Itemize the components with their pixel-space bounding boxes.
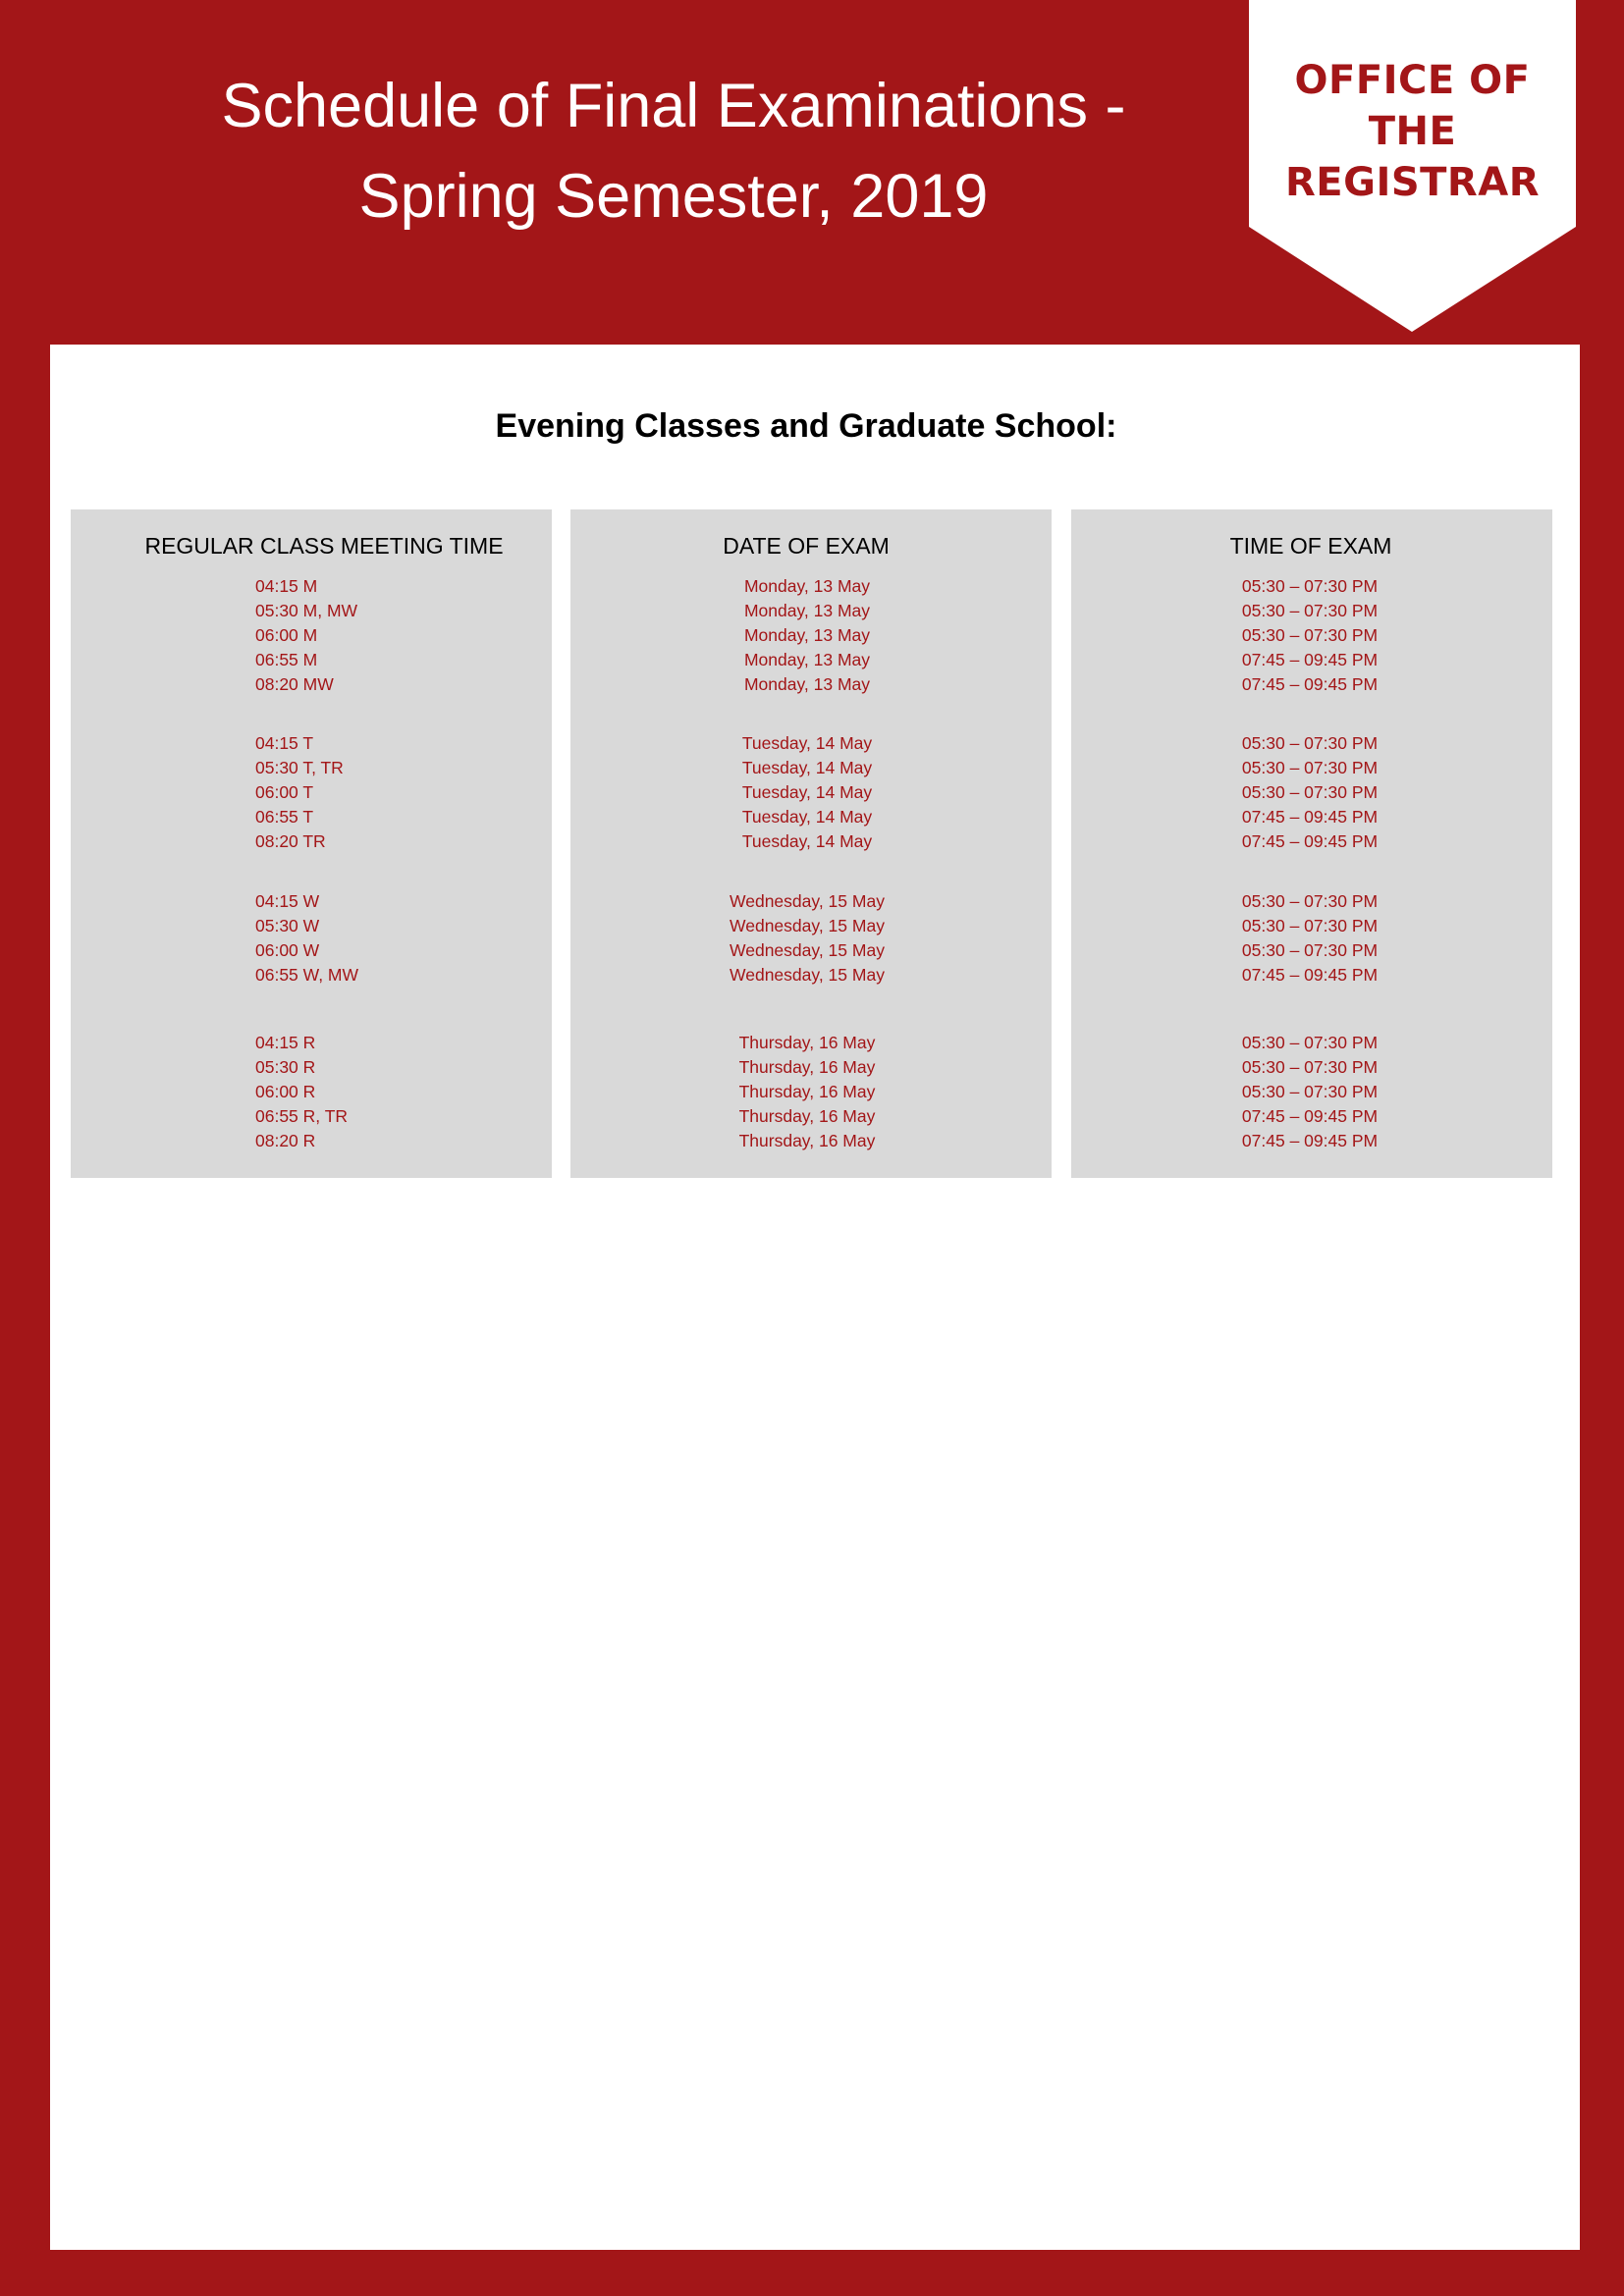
badge-line-1: OFFICE OF xyxy=(1294,58,1531,103)
date-entry: Thursday, 16 May xyxy=(738,1082,876,1101)
registrar-badge xyxy=(1249,0,1576,332)
badge-line-3: REGISTRAR xyxy=(1285,160,1540,205)
time-entry: 05:30 – 07:30 PM xyxy=(1241,940,1379,960)
exam-time-column xyxy=(1071,509,1552,1178)
schedule-group-2 xyxy=(570,731,1052,854)
date-entry: Wednesday, 15 May xyxy=(730,940,885,960)
date-entry: Tuesday, 14 May xyxy=(741,782,873,802)
content-panel xyxy=(50,345,1580,2250)
time-entry: 05:30 – 07:30 PM xyxy=(1241,1033,1379,1052)
schedule-group-4 xyxy=(1071,1031,1552,1153)
meeting-entry: 04:15 T xyxy=(255,733,314,753)
meeting-entry: 06:55 M xyxy=(255,650,318,669)
meeting-entry: 06:55 W, MW xyxy=(255,965,359,985)
time-entry: 05:30 – 07:30 PM xyxy=(1241,733,1379,753)
page-title xyxy=(0,61,1347,241)
date-entry: Wednesday, 15 May xyxy=(730,965,885,985)
date-entry: Thursday, 16 May xyxy=(738,1033,876,1052)
date-entry: Tuesday, 14 May xyxy=(741,831,873,851)
title-line-1: Schedule of Final Examinations - xyxy=(221,72,1126,140)
date-entry: Thursday, 16 May xyxy=(738,1106,876,1126)
schedule-group-3 xyxy=(71,889,552,988)
exam-time-header: TIME OF EXAM xyxy=(1229,533,1392,559)
schedule-group-1 xyxy=(71,574,552,697)
time-entry: 05:30 – 07:30 PM xyxy=(1241,1057,1379,1077)
time-entry: 07:45 – 09:45 PM xyxy=(1241,650,1379,669)
meeting-entry: 05:30 R xyxy=(255,1057,316,1077)
schedule-group-1 xyxy=(570,574,1052,697)
meeting-entry: 05:30 W xyxy=(255,916,320,935)
meeting-entry: 05:30 M, MW xyxy=(255,601,358,620)
badge-text xyxy=(1249,55,1576,208)
schedule-group-1 xyxy=(1071,574,1552,697)
date-entry: Thursday, 16 May xyxy=(738,1057,876,1077)
meeting-entry: 06:00 M xyxy=(255,625,318,645)
meeting-entry: 04:15 M xyxy=(255,576,318,596)
time-entry: 07:45 – 09:45 PM xyxy=(1241,674,1379,694)
section-heading: Evening Classes and Graduate School: xyxy=(495,407,1117,445)
time-entry: 05:30 – 07:30 PM xyxy=(1241,1082,1379,1101)
time-entry: 05:30 – 07:30 PM xyxy=(1241,758,1379,777)
date-entry: Monday, 13 May xyxy=(743,625,871,645)
badge-line-2: THE xyxy=(1368,109,1457,154)
date-entry: Wednesday, 15 May xyxy=(730,891,885,911)
meeting-entry: 06:55 T xyxy=(255,807,314,827)
schedule-group-3 xyxy=(570,889,1052,988)
meeting-entry: 08:20 TR xyxy=(255,831,326,851)
date-entry: Thursday, 16 May xyxy=(738,1131,876,1150)
date-entry: Tuesday, 14 May xyxy=(741,733,873,753)
meeting-entry: 05:30 T, TR xyxy=(255,758,344,777)
date-entry: Tuesday, 14 May xyxy=(741,758,873,777)
time-entry: 07:45 – 09:45 PM xyxy=(1241,1106,1379,1126)
date-entry: Monday, 13 May xyxy=(743,650,871,669)
time-entry: 07:45 – 09:45 PM xyxy=(1241,831,1379,851)
schedule-group-4 xyxy=(71,1031,552,1153)
meeting-entry: 08:20 MW xyxy=(255,674,334,694)
time-entry: 07:45 – 09:45 PM xyxy=(1241,965,1379,985)
meeting-time-header: REGULAR CLASS MEETING TIME xyxy=(144,533,504,559)
meeting-entry: 08:20 R xyxy=(255,1131,316,1150)
exam-date-header: DATE OF EXAM xyxy=(723,533,890,559)
time-entry: 05:30 – 07:30 PM xyxy=(1241,625,1379,645)
date-entry: Monday, 13 May xyxy=(743,576,871,596)
meeting-time-column xyxy=(71,509,552,1178)
date-entry: Monday, 13 May xyxy=(743,674,871,694)
meeting-entry: 06:00 T xyxy=(255,782,314,802)
time-entry: 05:30 – 07:30 PM xyxy=(1241,601,1379,620)
meeting-entry: 04:15 W xyxy=(255,891,320,911)
date-entry: Wednesday, 15 May xyxy=(730,916,885,935)
meeting-entry: 06:00 R xyxy=(255,1082,316,1101)
meeting-entry: 06:00 W xyxy=(255,940,320,960)
time-entry: 05:30 – 07:30 PM xyxy=(1241,782,1379,802)
meeting-entry: 06:55 R, TR xyxy=(255,1106,349,1126)
time-entry: 05:30 – 07:30 PM xyxy=(1241,916,1379,935)
schedule-group-2 xyxy=(1071,731,1552,854)
date-entry: Tuesday, 14 May xyxy=(741,807,873,827)
date-entry: Monday, 13 May xyxy=(743,601,871,620)
time-entry: 05:30 – 07:30 PM xyxy=(1241,891,1379,911)
title-line-2: Spring Semester, 2019 xyxy=(358,162,989,231)
time-entry: 07:45 – 09:45 PM xyxy=(1241,807,1379,827)
schedule-group-2 xyxy=(71,731,552,854)
meeting-entry: 04:15 R xyxy=(255,1033,316,1052)
time-entry: 07:45 – 09:45 PM xyxy=(1241,1131,1379,1150)
time-entry: 05:30 – 07:30 PM xyxy=(1241,576,1379,596)
schedule-group-4 xyxy=(570,1031,1052,1153)
exam-date-column xyxy=(570,509,1052,1178)
schedule-group-3 xyxy=(1071,889,1552,988)
